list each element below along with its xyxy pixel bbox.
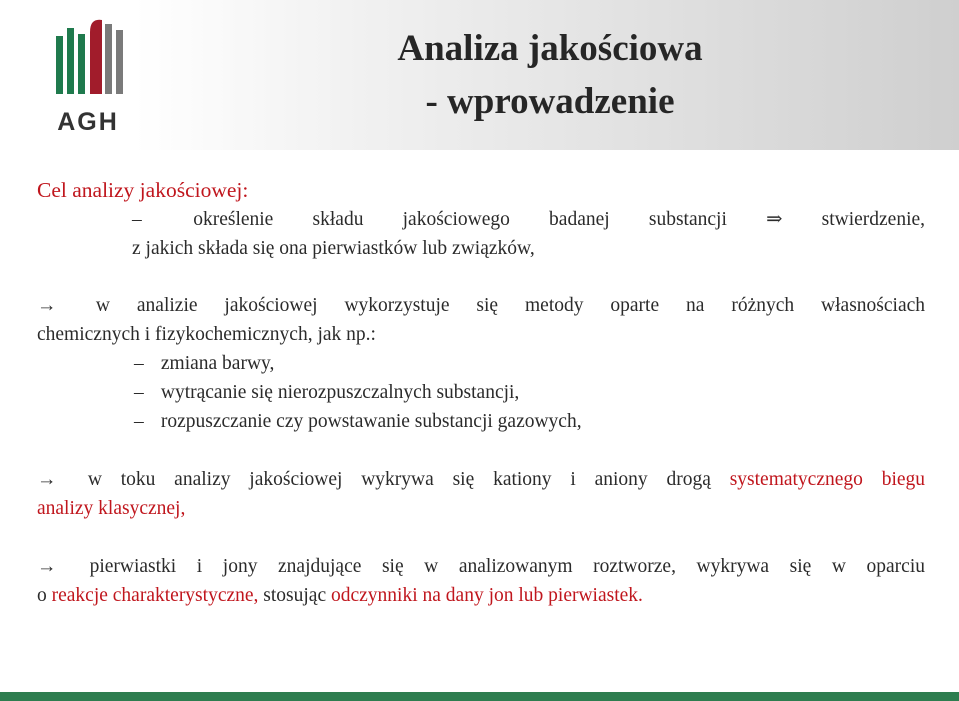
paragraph-4-line-1 bbox=[37, 552, 925, 581]
method-item bbox=[134, 378, 925, 407]
dash-bullet: – bbox=[134, 382, 144, 403]
goal-text-b: stwierdzenie, bbox=[821, 209, 926, 230]
paragraph-2-line-2: chemicznych i fizykochemicznych, jak np.: bbox=[37, 324, 376, 345]
footer-bar bbox=[0, 692, 959, 701]
paragraph-3-highlight: systematycznego biegu bbox=[729, 469, 926, 490]
goal-line-1 bbox=[132, 205, 925, 234]
method-text: zmiana barwy, bbox=[160, 353, 275, 374]
method-text: rozpuszczanie czy powstawanie substancji gazowych, bbox=[160, 411, 582, 432]
paragraph-4-highlight-2: odczynniki na dany jon lub pierwiastek. bbox=[330, 585, 643, 606]
paragraph-2-text: w analizie jakościowej wykorzystuje się metody oparte na różnych własnościach bbox=[95, 295, 926, 316]
title-line-2: - wprowadzenie bbox=[425, 81, 675, 122]
slide-title bbox=[300, 22, 800, 128]
dash-bullet: – bbox=[134, 353, 144, 374]
method-item bbox=[134, 349, 925, 378]
method-item bbox=[134, 407, 925, 436]
dash-bullet: – bbox=[132, 209, 142, 230]
method-text: wytrącanie się nierozpuszczalnych substancji, bbox=[160, 382, 520, 403]
arrow-icon: → bbox=[37, 556, 57, 577]
section-heading: Cel analizy jakościowej: bbox=[37, 178, 249, 202]
paragraph-3-text: w toku analizy jakościowej wykrywa się kationy i aniony drogą bbox=[87, 469, 711, 490]
paragraph-4-text: pierwiastki i jony znajdujące się w analizowanym roztworze, wykrywa się w oparciu bbox=[89, 556, 925, 577]
slide-content bbox=[37, 176, 925, 610]
paragraph-4-highlight-1: reakcje charakterystyczne, bbox=[51, 585, 259, 606]
arrow-icon: → bbox=[37, 469, 57, 490]
paragraph-3-line-1 bbox=[37, 465, 925, 494]
arrow-icon: → bbox=[37, 295, 57, 316]
goal-line-2: z jakich składa się ona pierwiastków lub związków, bbox=[132, 238, 535, 259]
slide-header bbox=[0, 0, 959, 150]
paragraph-3-line-2: analizy klasycznej, bbox=[37, 498, 186, 519]
implies-icon: ⇒ bbox=[766, 209, 783, 230]
paragraph-4-text-a: o bbox=[37, 585, 47, 606]
goal-text-a: określenie składu jakościowego badanej substancji bbox=[193, 209, 727, 230]
paragraph-2-line-1 bbox=[37, 291, 925, 320]
title-line-1: Analiza jakościowa bbox=[397, 28, 703, 69]
paragraph-4-line-2 bbox=[37, 581, 925, 610]
paragraph-4-text-b: stosując bbox=[263, 585, 327, 606]
dash-bullet: – bbox=[134, 411, 144, 432]
logo-text: AGH bbox=[57, 108, 119, 136]
